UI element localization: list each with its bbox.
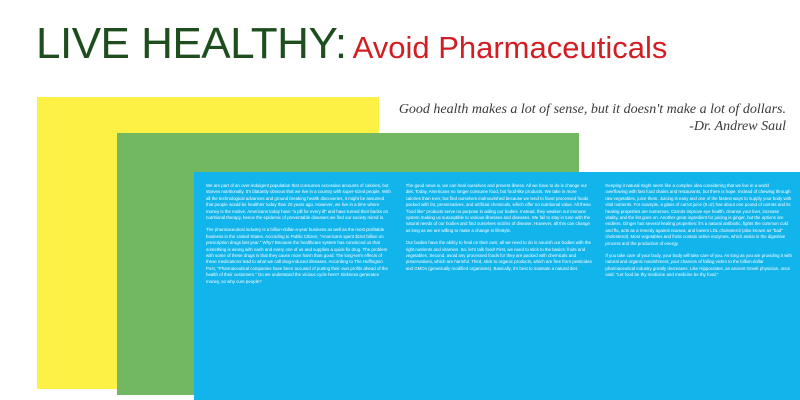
article-column-2 <box>406 183 593 393</box>
paragraph: Keeping it natural might seem like a complex idea considering that we live in a world overflowing with fast food chains and restaurants, but there is hope. Instead of chewing through raw vegetables, juice them. Juicing is easy and one of the fastest ways to supply your body with vital nutrients. For example, a glass of carrot juice (8 oz) has about one pound of carrots and its healing properties are numerous. Carrots improve eye health, cleanse your liver, increase vitality, and the list goes on. Another great ingredient for juicing is ginger, but the options are endless. Ginger has several healing properties: it's a natural antibiotic, fights the common cold and flu, acts as a remedy against nausea, and lowers LDL cholesterol (also known as "bad" cholesterol). Most vegetables and fruits contain active enzymes, which assist in the digestive process and the production of energy. <box>605 183 792 246</box>
article-column-1 <box>206 183 393 393</box>
article-column-3 <box>605 183 792 393</box>
page-title <box>36 19 668 68</box>
quote-text: Good health makes a lot of sense, but it doesn't make a lot of dollars. <box>398 102 786 117</box>
article-body <box>206 183 792 393</box>
paragraph: Our bodies have the ability to heal on their own; all we need to do is nourish our bodies with the right nutrients and vitamins. So, let's talk food! First, we need to stick to the basics: fruits and vegetables. Second, avoid any processed foods for they are packed with chemicals and preservatives, which are harmful. Third, stick to organic products, which are free from pesticides and GMOs (genetically modified organisms). Basically, it's best to maintain a natural diet. <box>405 240 592 271</box>
title-subtitle: Avoid Pharmaceuticals <box>352 30 668 65</box>
quote-author: -Dr. Andrew Saul <box>689 119 786 134</box>
paragraph: The good news is, we can heal ourselves and prevent illness. All we have to do is change our diet. Today, Americans no longer consume food, but food-like products. We take in more calories than ever, but find ourselves malnourished because we tend to favor processed foods packed with fat, preservatives, and artificial chemicals, which offer no nutritional value. All these "food like" products serve no purpose in aiding our bodies. Instead, they weaken our immune system making us susceptible to various illnesses and diseases. We fail to stay in tune with the natural needs of our bodies and find ourselves victims of disease. However, all this can change as long as we are willing to make a change in lifestyle. <box>405 183 591 233</box>
pull-quote <box>366 101 786 135</box>
title-main: LIVE HEALTHY: <box>36 19 347 68</box>
paragraph: If you take care of your body, your body will take care of you. As long as you are providing it with natural and organic nourishment, your chances of falling victim to the billion-dollar pharmaceutical industry greatly decreases. Like Hippocrates, an ancient Greek physician, once said: "Let food be thy medicine and medicine be thy food." <box>605 253 792 278</box>
paragraph: The pharmaceutical industry is a billion-dollar-a-year business as well as the most profitable business in the United States. According to Public Citizen, "Americans spent $154 billion on prescription drugs last year." Why? Because the healthcare system has convinced us that something is wrong with each and every one of us and supplies a quick-fix drug. The problem with some of these drugs is that they cause more harm than good. The long-term effects of these medications lead to what we call drug-induced diseases. According to The Huffington Post, "Pharmaceutical companies have been accused of putting their own profits ahead of the health of their customers." Do we understand the vicious cycle here? Sickness generates money, so why cure people? <box>206 227 388 284</box>
paragraph: We are part of an over-indulgent population that consumes excessive amounts of calories, but starves nutritionally. It's blatantly obvious that we live in a country with super-sized people. With all the technological advances and ground breaking health discoveries, it might be assumed that people would be healthier today than 20 years ago. However, we live in a time where money is the motive. Americans today have "a pill for every ill" and have turned their backs on nutritional therapy, hence the epidemic of preventable diseases we find our society mired in. <box>206 183 391 221</box>
